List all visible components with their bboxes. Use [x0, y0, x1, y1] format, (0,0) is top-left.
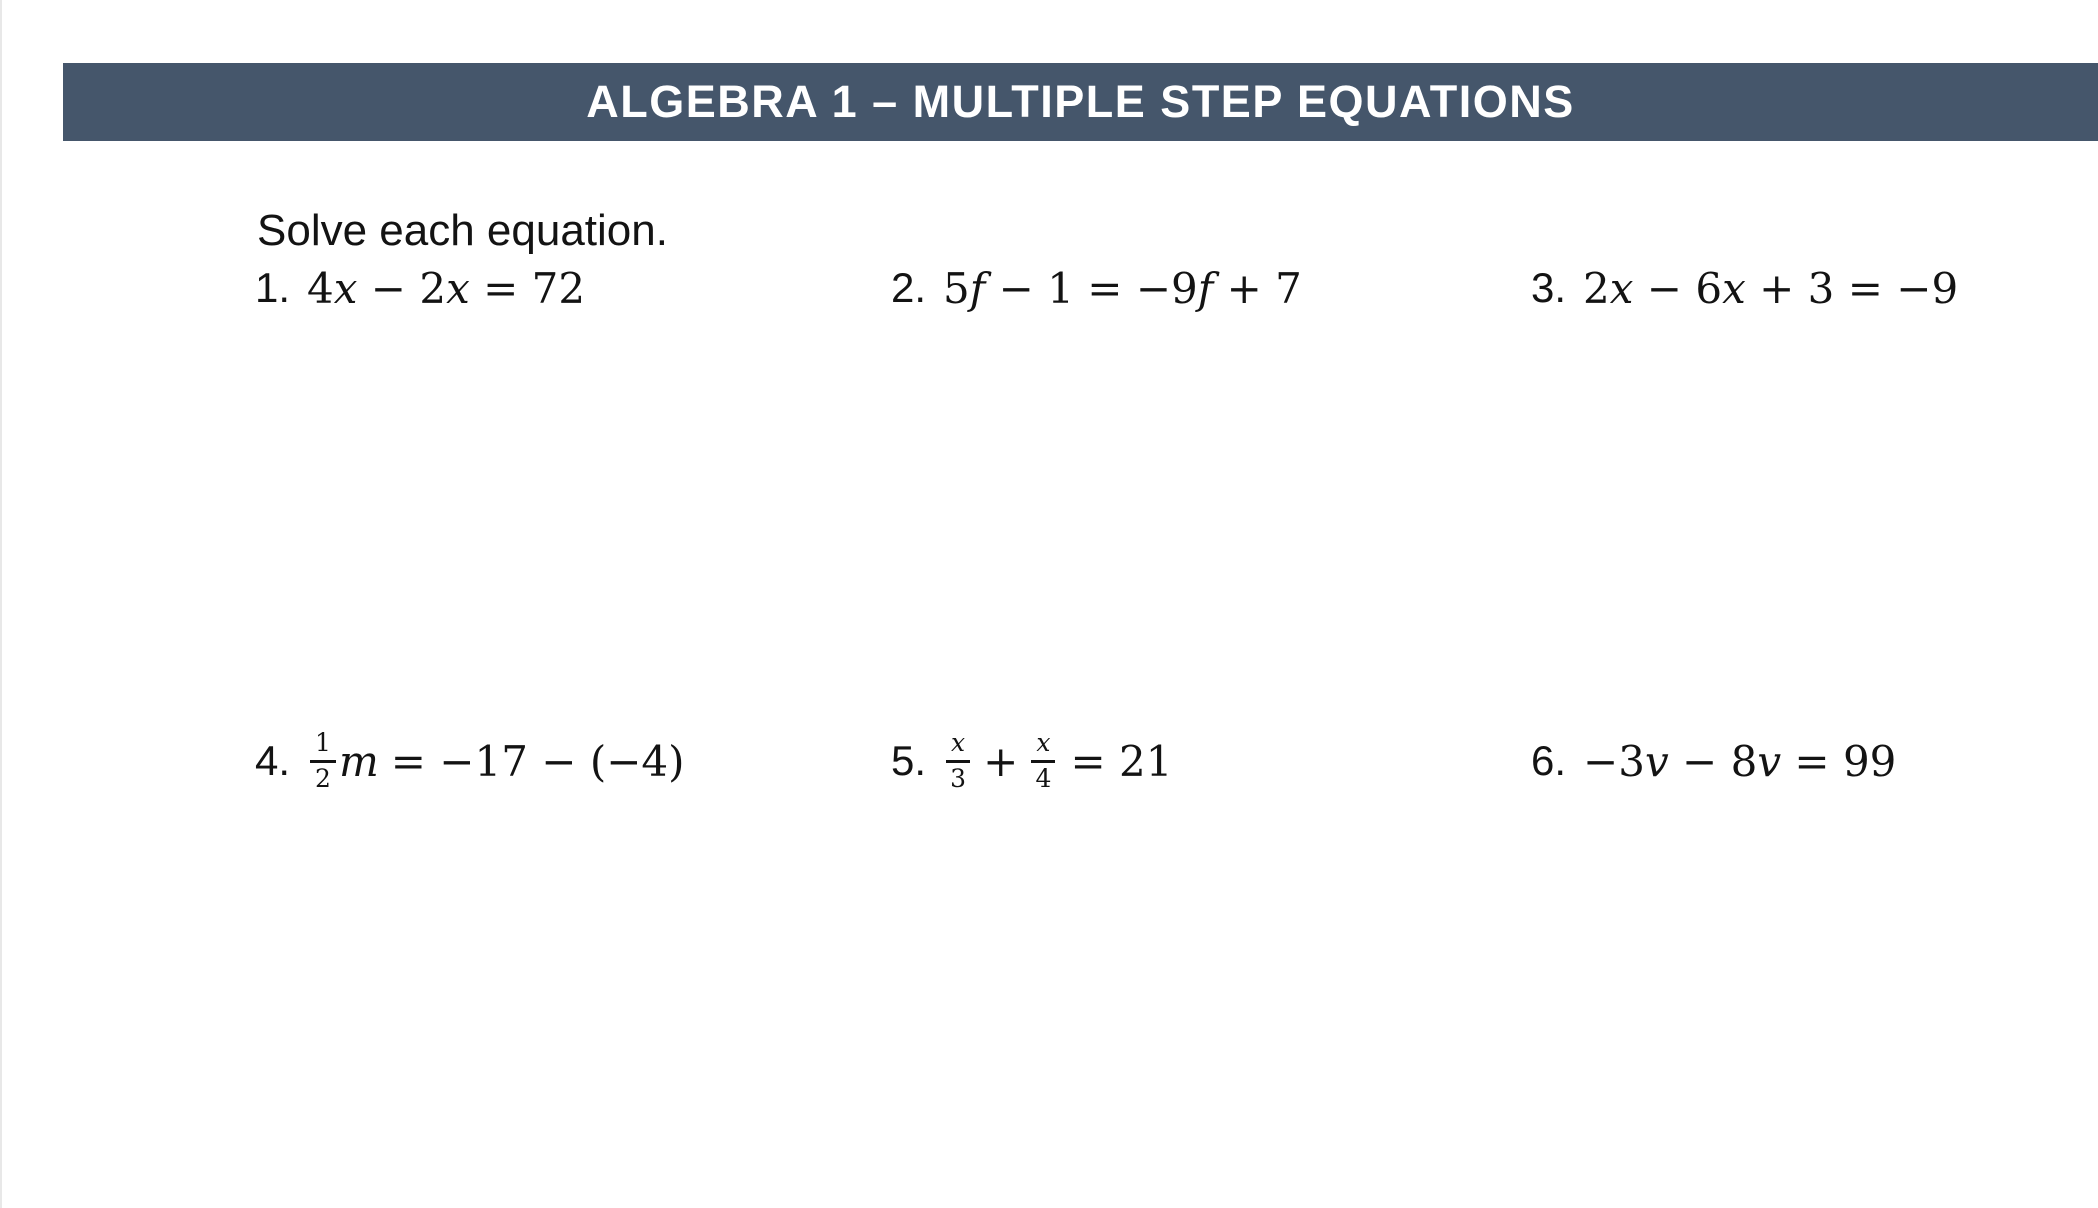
fraction-denominator: 4 — [1035, 763, 1052, 793]
problem-1 — [255, 258, 585, 318]
problem-6 — [1531, 705, 1896, 817]
variable: f — [1197, 263, 1214, 313]
problem-number: 2. — [891, 264, 927, 311]
problem-5 — [891, 705, 1172, 817]
problem-number: 1. — [255, 264, 291, 311]
variable: x — [1722, 263, 1746, 313]
fraction-numerator: 1 — [310, 729, 336, 763]
problem-number: 3. — [1531, 264, 1567, 311]
variable: v — [1757, 736, 1782, 786]
problem-number: 4. — [255, 737, 291, 784]
instructions-text: Solve each equation. — [257, 206, 668, 255]
page-left-edge-line — [0, 0, 2, 1208]
equation: −3v − 8v = 99 — [1583, 736, 1897, 786]
fraction-denominator: 2 — [315, 763, 331, 793]
page-title: ALGEBRA 1 – MULTIPLE STEP EQUATIONS — [586, 76, 1575, 127]
equation: 5f − 1 = −9f + 7 — [943, 263, 1302, 313]
variable: v — [1644, 736, 1669, 786]
problem-2 — [891, 258, 1302, 318]
variable: x — [1609, 263, 1634, 313]
equation-rest: = −17 − (−4) — [390, 736, 685, 786]
variable: x — [446, 263, 470, 313]
fraction-numerator: x — [1031, 729, 1055, 763]
equation: 2x − 6x + 3 = −9 — [1583, 263, 1959, 313]
fraction — [946, 729, 970, 794]
variable: m — [338, 736, 379, 786]
problem-4 — [255, 705, 685, 817]
fraction — [1031, 729, 1055, 794]
fraction-denominator: 3 — [950, 763, 967, 793]
problem-number: 5. — [891, 737, 927, 784]
header-bar — [63, 63, 2098, 141]
problem-3 — [1531, 258, 1958, 318]
variable: x — [333, 263, 358, 313]
fraction — [310, 729, 336, 794]
fraction-numerator: x — [946, 729, 970, 763]
equation: 4x − 2x = 72 — [307, 263, 586, 313]
problem-number: 6. — [1531, 737, 1567, 784]
equation-rest: = 21 — [1070, 736, 1173, 786]
plus-operator: + — [983, 736, 1019, 786]
variable: f — [969, 263, 986, 313]
